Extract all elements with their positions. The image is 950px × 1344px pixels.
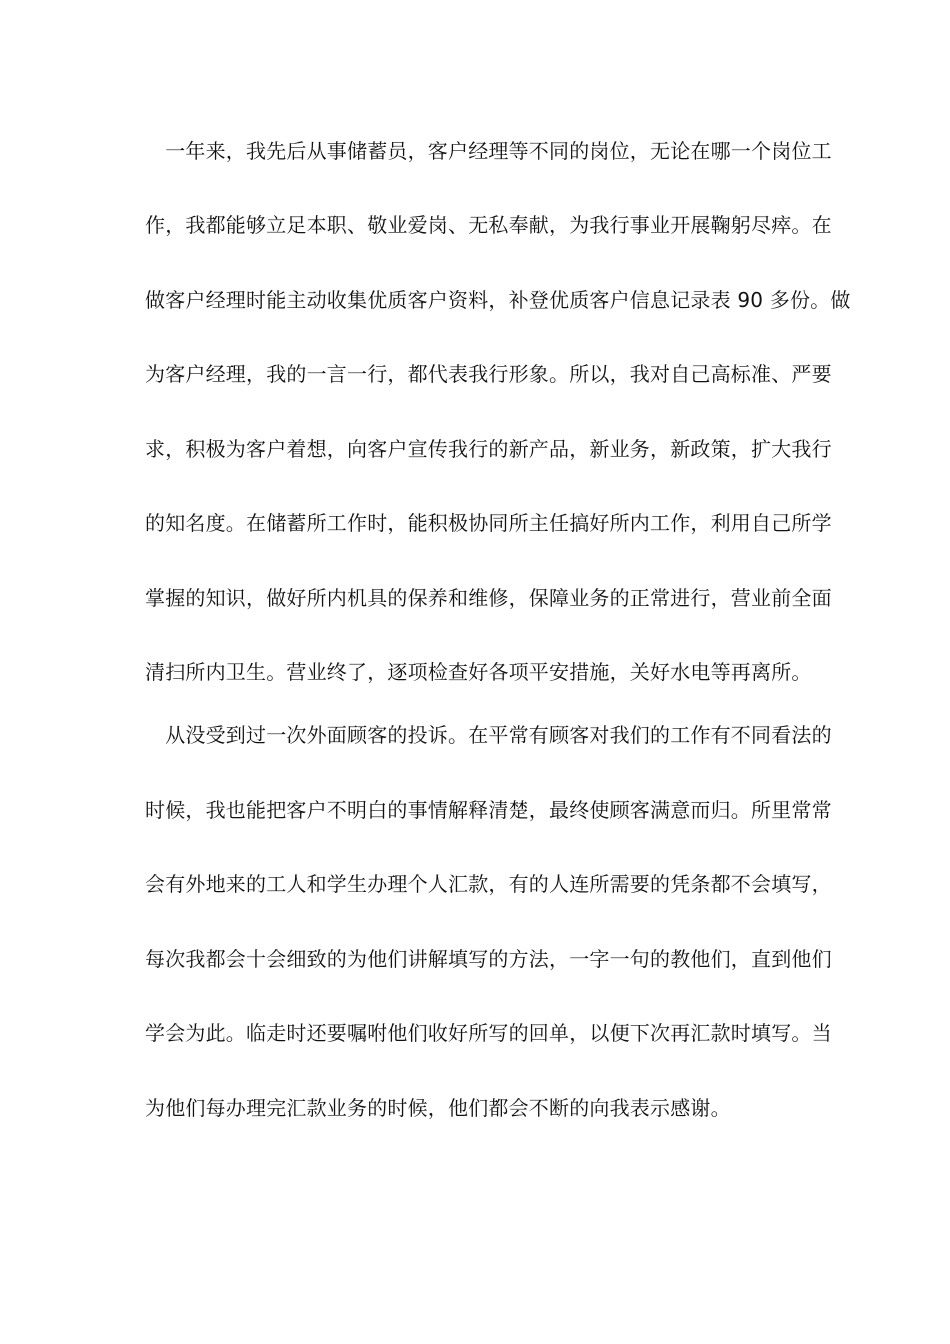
paragraph-1-line-5: 求，积极为客户着想，向客户宣传我行的新产品，新业务，新政策，扩大我行: [145, 437, 832, 461]
paragraph-2-line-5: 学会为此。临走时还要嘱咐他们收好所写的回单，以便下次再汇款时填写。当: [145, 1021, 832, 1045]
paragraph-2-line-3: 会有外地来的工人和学生办理个人汇款，有的人连所需要的凭条都不会填写，: [145, 872, 832, 896]
paragraph-1-line-4: 为客户经理，我的一言一行，都代表我行形象。所以，我对自己高标准、严要: [145, 362, 832, 386]
paragraph-2-line-4: 每次我都会十会细致的为他们讲解填写的方法，一字一句的教他们，直到他们: [145, 947, 832, 971]
paragraph-2-line-1: 从没受到过一次外面顾客的投诉。在平常有顾客对我们的工作有不同看法的: [145, 723, 832, 747]
paragraph-1-line-8: 清扫所内卫生。营业终了，逐项检查好各项平安措施，关好水电等再离所。: [145, 660, 812, 684]
paragraph-1-line-2: 作，我都能够立足本职、敬业爱岗、无私奉献，为我行事业开展鞠躬尽瘁。在: [145, 213, 832, 237]
paragraph-1-line-7: 掌握的知识，做好所内机具的保养和维修，保障业务的正常进行，营业前全面: [145, 586, 832, 610]
paragraph-1-line-3: 做客户经理时能主动收集优质客户资料，补登优质客户信息记录表 90 多份。做: [145, 288, 851, 312]
paragraph-2-line-6: 为他们每办理完汇款业务的时候，他们都会不断的向我表示感谢。: [145, 1096, 731, 1120]
paragraph-2-line-2: 时候，我也能把客户不明白的事情解释清楚，最终使顾客满意而归。所里常常: [145, 798, 832, 822]
paragraph-1-line-1: 一年来，我先后从事储蓄员，客户经理等不同的岗位，无论在哪一个岗位工: [145, 139, 832, 163]
paragraph-1-line-6: 的知名度。在储蓄所工作时，能积极协同所主任搞好所内工作，利用自己所学: [145, 511, 832, 535]
